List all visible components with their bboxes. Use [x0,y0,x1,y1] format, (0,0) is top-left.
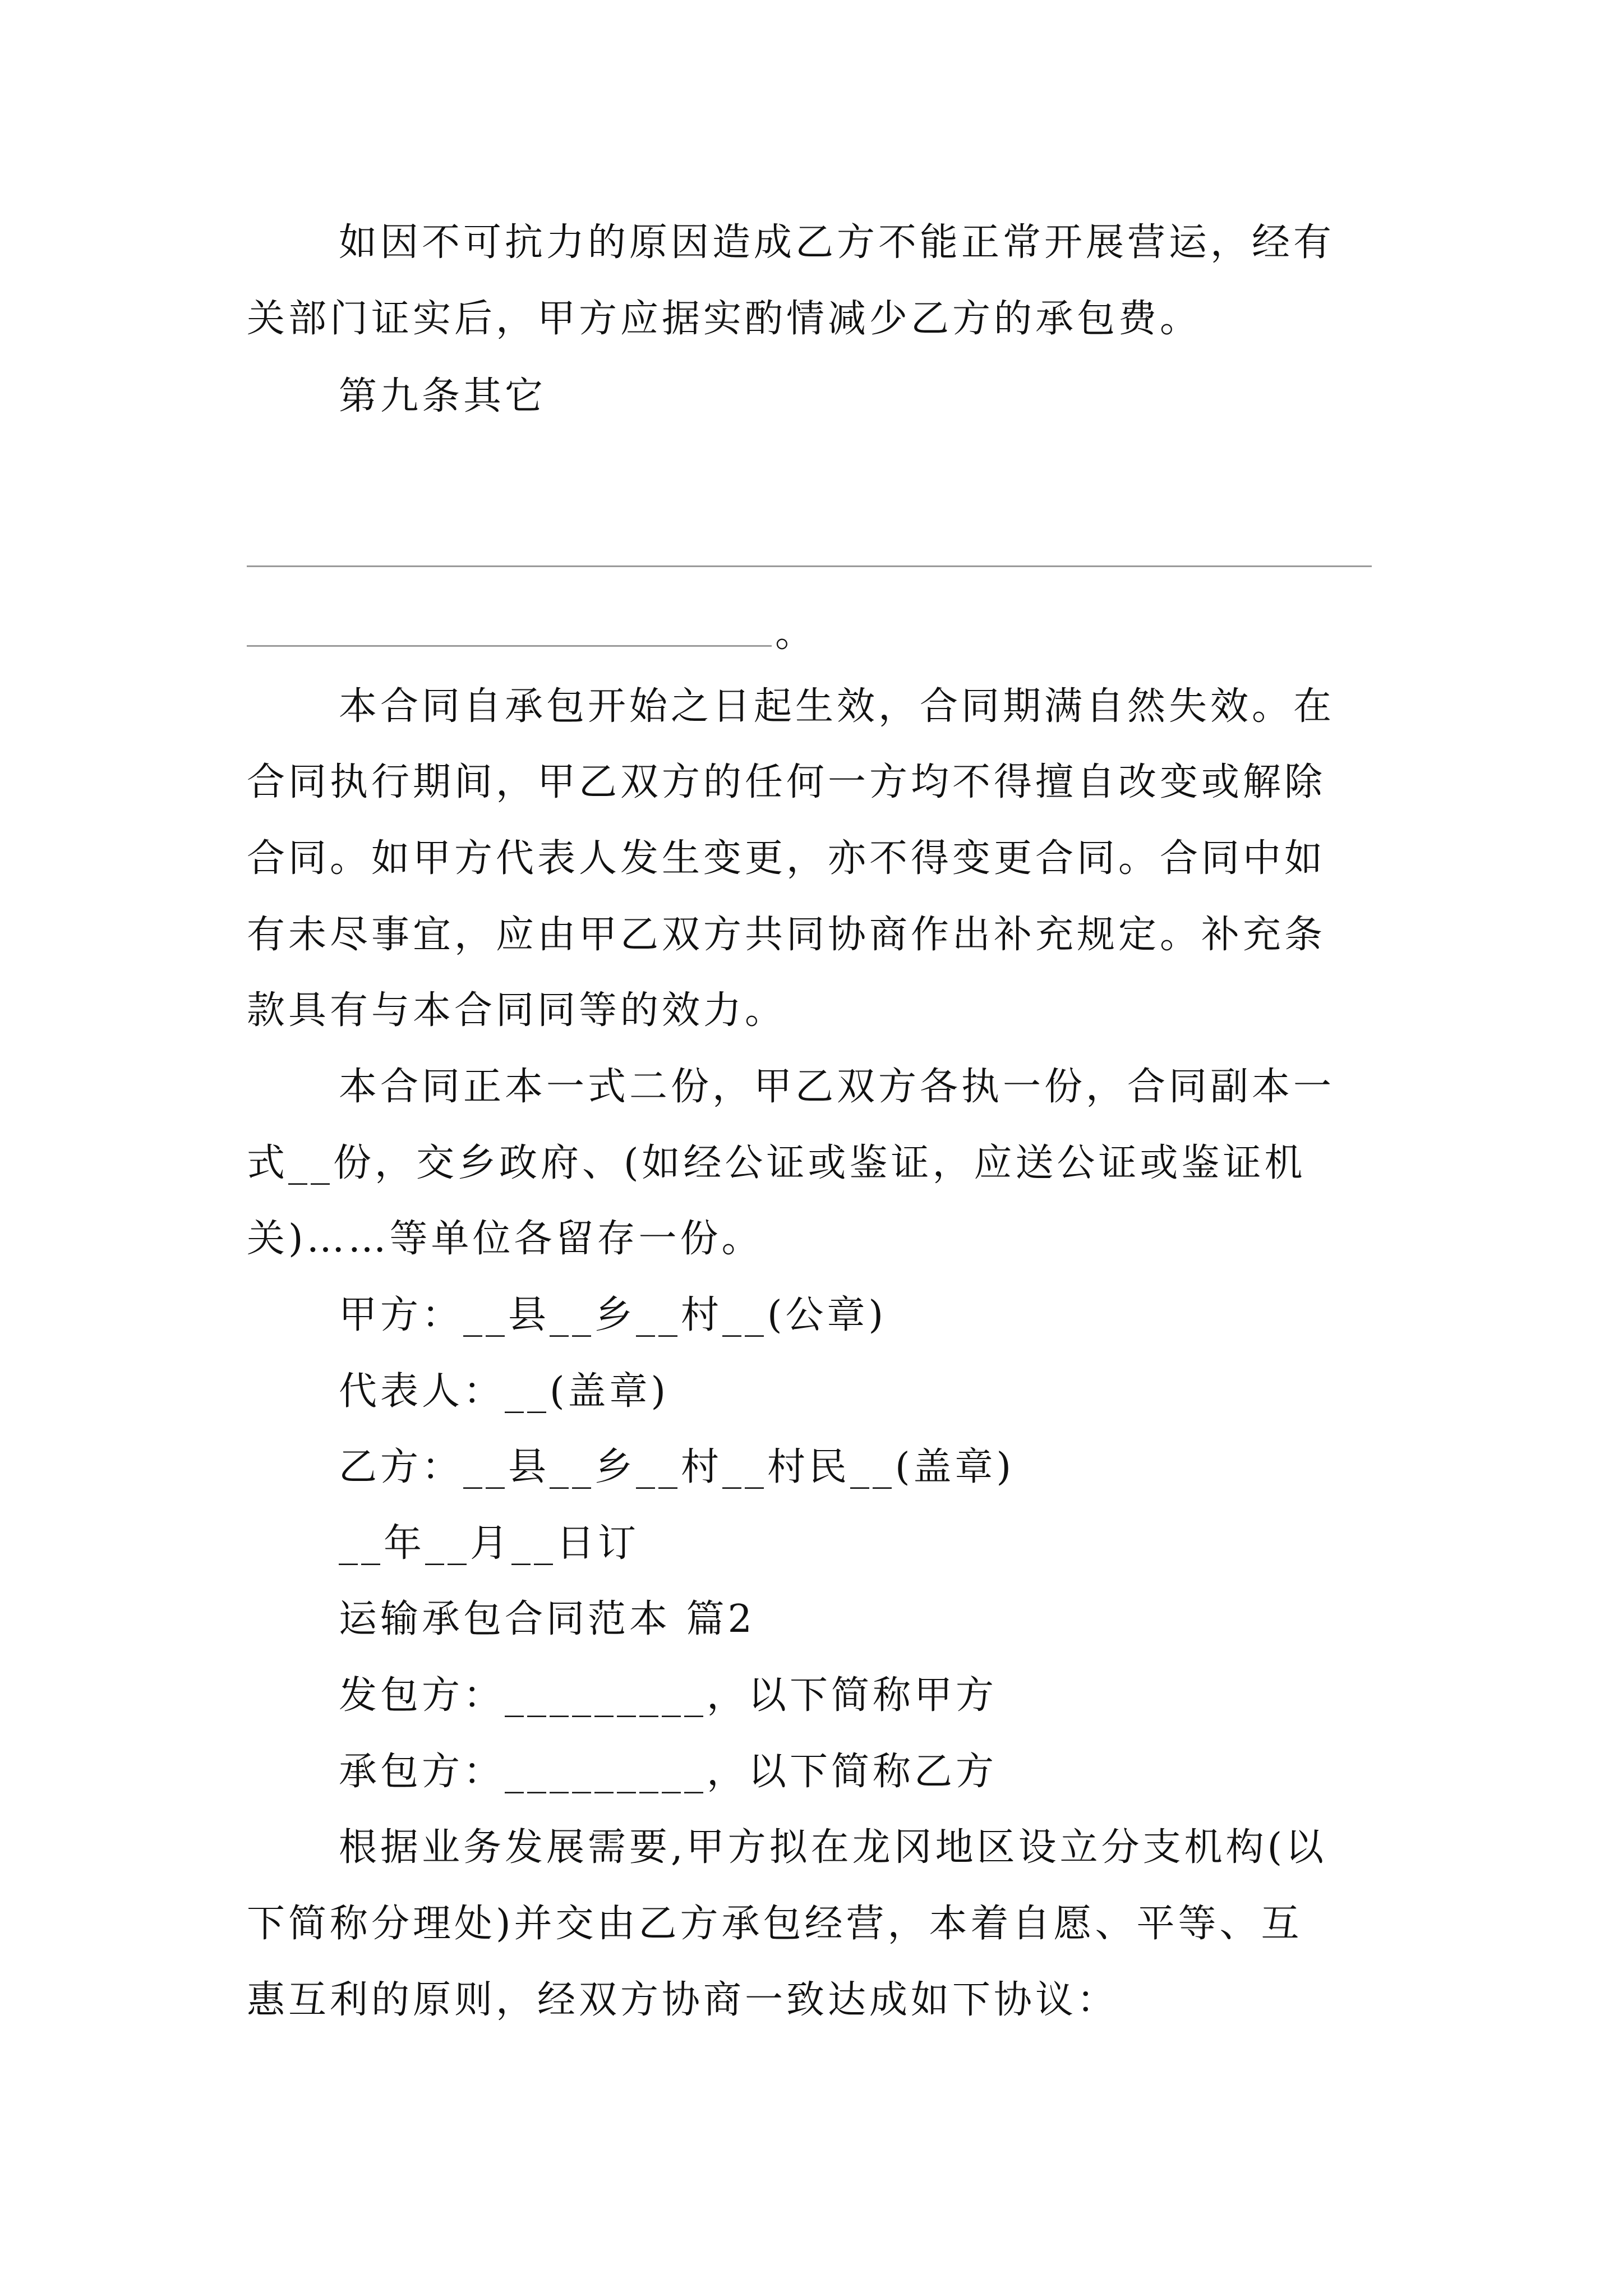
effect-line-3: 合同。如甲方代表人发生变更，亦不得变更合同。合同中如 [247,836,1326,881]
sign-date: __年__月__日订 [339,1521,640,1566]
issuer-line: 发包方：_________，以下简称甲方 [339,1673,998,1718]
effect-line-5: 款具有与本合同同等的效力。 [247,988,787,1033]
force-majeure-line-2: 关部门证实后，甲方应据实酌情减少乙方的承包费。 [247,297,1202,341]
contractor-line: 承包方：_________，以下简称乙方 [339,1750,998,1794]
party-a-signature: 甲方：__县__乡__村__(公章) [339,1293,887,1337]
copies-line-1: 本合同正本一式二份，甲乙双方各执一份，合同副本一 [339,1065,1335,1109]
copies-line-2: 式__份，交乡政府、(如经公证或鉴证，应送公证或鉴证机 [247,1141,1306,1185]
copies-line-3: 关)……等单位各留存一份。 [247,1217,763,1261]
force-majeure-line-1: 如因不可抗力的原因造成乙方不能正常开展营运，经有 [339,220,1335,265]
effect-line-1: 本合同自承包开始之日起生效，合同期满自然失效。在 [339,684,1335,729]
effect-line-4: 有未尽事宜，应由甲乙双方共同协商作出补充规定。补充条 [247,913,1326,957]
blank-fill-line-short [247,645,772,647]
intro-line-3: 惠互利的原则，经双方协商一致达成如下协议： [247,1978,1119,2022]
intro-line-1: 根据业务发展需要,甲方拟在龙冈地区设立分支机构(以 [339,1825,1327,1870]
effect-line-2: 合同执行期间，甲乙双方的任何一方均不得擅自改变或解除 [247,760,1326,804]
blank-line-end-mark: 。 [775,611,814,656]
blank-fill-line-full [247,565,1372,567]
section-2-title: 运输承包合同范本 篇2 [339,1597,755,1641]
representative-signature: 代表人：__(盖章) [339,1369,670,1414]
intro-line-2: 下简称分理处)并交由乙方承包经营，本着自愿、平等、互 [247,1902,1303,1946]
article-9-title: 第九条其它 [339,374,547,418]
party-b-signature: 乙方：__县__乡__村__村民__(盖章) [339,1445,1015,1489]
